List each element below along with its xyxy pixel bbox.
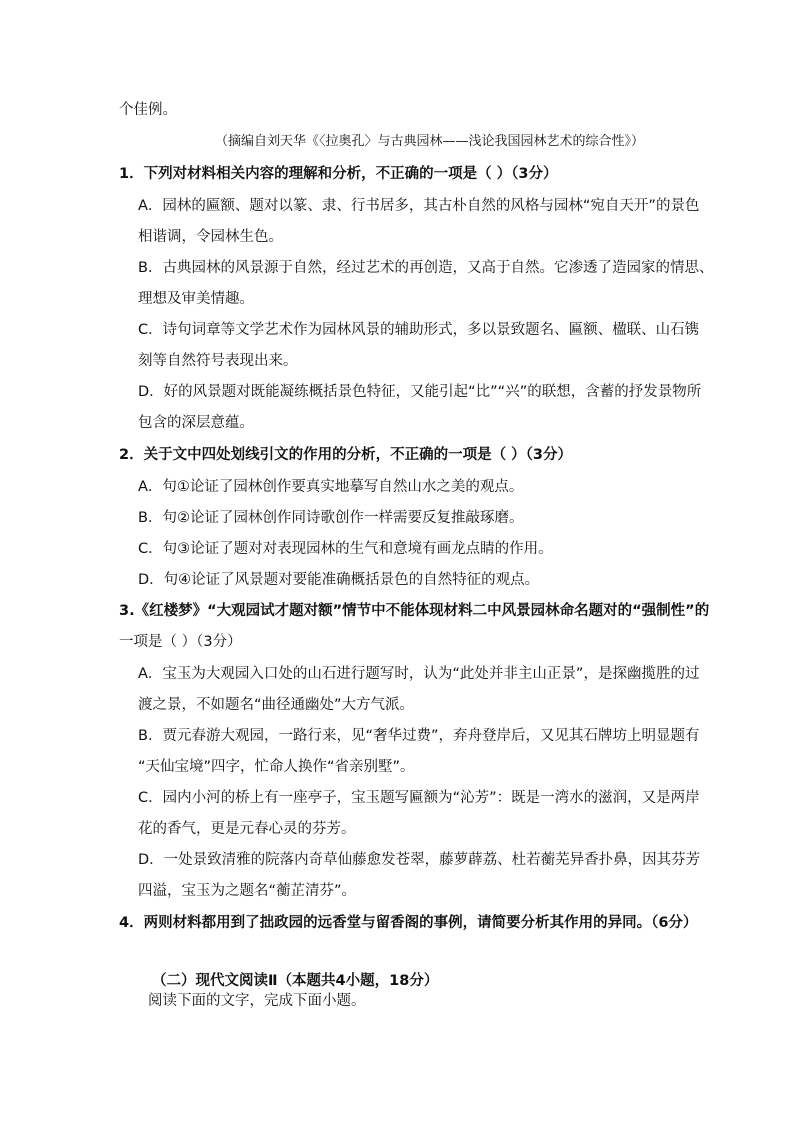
question-1-option-d: D．好的风景题对既能凝练概括景色特征，又能引起“比”“兴”的联想，含蓄的抒发景物所 [138,384,702,400]
question-2-option-c: C．句③论证了题对对表现园林的生气和意境有画龙点睛的作用。 [138,541,553,557]
question-1-option-a-cont: 相谐调，令园林生色。 [138,229,283,245]
question-3-option-b-cont: “天仙宝境”四字，忙命人换作“省亲别墅”。 [138,759,415,775]
question-1-stem: 1．下列对材料相关内容的理解和分析，不正确的一项是（ ）（3分） [119,166,558,182]
question-2-option-d: D．句④论证了风景题对要能准确概括景色的自然特征的观点。 [138,572,540,588]
question-1-option-d-cont: 包含的深层意蕴。 [138,415,254,431]
question-3-stem-cont: 一项是（ ）（3分） [119,634,242,650]
question-1-option-c-cont: 刻等自然符号表现出来。 [138,353,298,369]
question-3-option-c-cont: 花的香气，更是元春心灵的芬芳。 [138,821,356,837]
question-4-stem: 4．两则材料都用到了拙政园的远香堂与留香阁的事例，请简要分析其作用的异同。（6分） [119,915,698,931]
question-3-option-a-cont: 渡之景，不如题名“曲径通幽处”大方气派。 [138,697,415,713]
intro-tail-text: 个佳例。 [119,102,177,118]
question-3-option-c: C．园内小河的桥上有一座亭子，宝玉题写匾额为“沁芳”：既是一湾水的滋润，又是两岸 [138,790,700,806]
question-3-option-d-cont: 四溢，宝玉为之题名“蘅芷清芬”。 [138,883,357,899]
question-1-option-c: C．诗句词章等文学艺术作为园林风景的辅助形式，多以景致题名、匾额、楹联、山石镌 [138,322,700,338]
section-heading: （二）现代文阅读Ⅱ（本题共4小题，18分） [152,973,439,989]
question-3-stem: 3.《红楼梦》“大观园试才题对额”情节中不能体现材料二中风景园林命名题对的“强制性”的 [119,603,710,619]
question-2-option-b: B．句②论证了园林创作同诗歌创作一样需要反复推敲琢磨。 [138,510,524,526]
question-2-stem: 2．关于文中四处划线引文的作用的分析，不正确的一项是（ ）（3分） [119,447,572,463]
question-3-option-a: A．宝玉为大观园入口处的山石进行题写时，认为“此处并非主山正景”，是探幽揽胜的过 [138,666,700,682]
question-2-option-a: A．句①论证了园林创作要真实地摹写自然山水之美的观点。 [138,479,524,495]
question-1-option-b: B．古典园林的风景源于自然，经过艺术的再创造，又高于自然。它渗透了造园家的情思、 [138,260,714,276]
question-1-option-a: A．园林的匾额、题对以篆、隶、行书居多，其古朴自然的风格与园林“宛自天开”的景色 [138,198,700,214]
question-1-option-b-cont: 理想及审美情趣。 [138,291,254,307]
source-citation: （摘编自刘天华《〈拉奥孔〉与古典园林——浅论我国园林艺术的综合性》） [215,134,645,149]
question-3-option-b: B．贾元春游大观园，一路行来，见“奢华过费”，弃舟登岸后，又见其石牌坊上明显题有 [138,728,700,744]
section-instruction: 阅读下面的文字，完成下面小题。 [148,993,366,1009]
question-3-option-d: D．一处景致清雅的院落内奇草仙藤愈发苍翠，藤萝薜荔、杜若蘅芜异香扑鼻，因其芬芳 [138,852,701,868]
